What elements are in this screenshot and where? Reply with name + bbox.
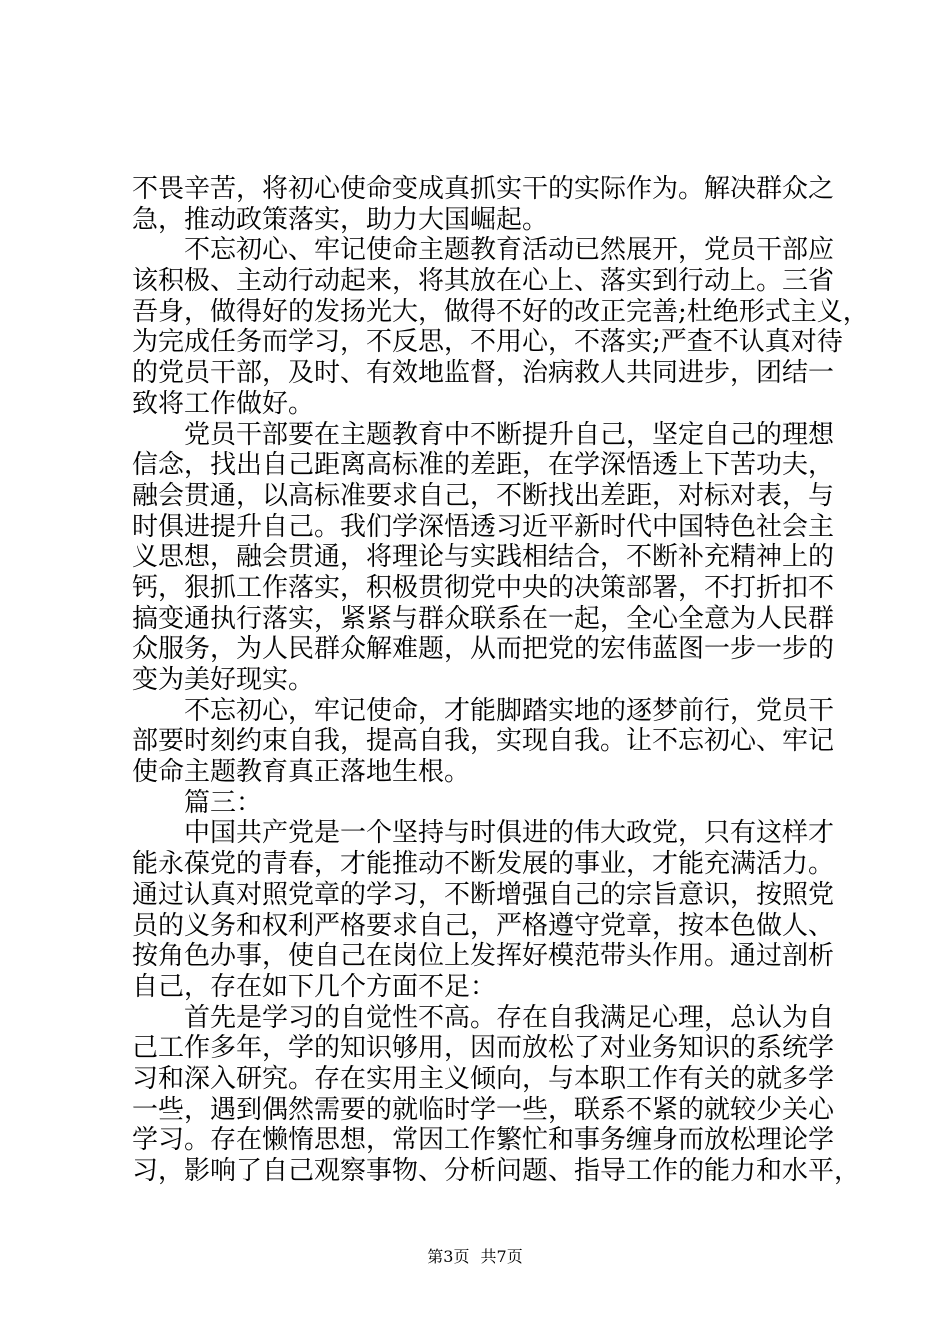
- text-line: 习和深入研究。存在实用主义倾向，与本职工作有关的就多学: [132, 1063, 835, 1094]
- text-line: 变为美好现实。: [132, 665, 315, 695]
- paragraph: [132, 174, 835, 235]
- paragraph: [132, 818, 835, 1002]
- text-line: 搞变通执行落实，紧紧与群众联系在一起，全心全意为人民群: [132, 603, 835, 634]
- text-line: 不畏辛苦，将初心使命变成真抓实干的实际作为。解决群众之: [132, 174, 835, 204]
- text-line: 一些，遇到偶然需要的就临时学一些，联系不紧的就较少关心: [132, 1094, 835, 1125]
- text-line: 学习。存在懒惰思想，常因工作繁忙和事务缠身而放松理论学: [132, 1125, 835, 1156]
- page-number-current: 第3页: [427, 1247, 470, 1266]
- text-line: 钙，狠抓工作落实，积极贯彻党中央的决策部署，不打折扣不: [132, 572, 835, 603]
- text-line: 为完成任务而学习，不反思，不用心，不落实;严查不认真对待: [132, 327, 843, 358]
- text-line: 首先是学习的自觉性不高。存在自我满足心理，总认为自: [184, 1002, 835, 1033]
- page-footer: [0, 1244, 950, 1267]
- text-line: 篇三：: [184, 787, 263, 818]
- text-line: 按角色办事，使自己在岗位上发挥好模范带头作用。通过剖析: [132, 941, 835, 972]
- text-line: 己工作多年，学的知识够用，因而放松了对业务知识的系统学: [132, 1033, 835, 1064]
- text-line: 致将工作做好。: [132, 388, 315, 419]
- text-line: 党员干部要在主题教育中不断提升自己，坚定自己的理想: [184, 419, 835, 450]
- text-line: 信念，找出自己距离高标准的差距，在学深悟透上下苦功夫，: [132, 450, 835, 481]
- text-line: 中国共产党是一个坚持与时俱进的伟大政党，只有这样才: [184, 818, 835, 849]
- text-line: 不忘初心，牢记使命，才能脚踏实地的逐梦前行，党员干: [184, 695, 835, 726]
- text-line: 的党员干部，及时、有效地监督，治病救人共同进步，团结一: [132, 358, 835, 389]
- text-line: 使命主题教育真正落地生根。: [132, 757, 471, 788]
- text-line: 时俱进提升自己。我们学深悟透习近平新时代中国特色社会主: [132, 511, 835, 542]
- text-line: 众服务，为人民群众解难题，从而把党的宏伟蓝图一步一步的: [132, 634, 835, 665]
- text-line: 急，推动政策落实，助力大国崛起。: [132, 204, 549, 235]
- text-line: 部要时刻约束自我，提高自我，实现自我。让不忘初心、牢记: [132, 726, 835, 757]
- text-line: 习，影响了自己观察事物、分析问题、指导工作的能力和水平，: [132, 1156, 861, 1186]
- text-line: 员的义务和权利严格要求自己，严格遵守党章，按本色做人、: [132, 910, 835, 941]
- text-line: 融会贯通，以高标准要求自己，不断找出差距，对标对表，与: [132, 480, 835, 511]
- paragraph: [132, 695, 835, 788]
- text-line: 能永葆党的青春，才能推动不断发展的事业，才能充满活力。: [132, 849, 835, 880]
- text-line: 该积极、主动行动起来，将其放在心上、落实到行动上。三省: [132, 266, 835, 297]
- paragraph: [132, 1002, 861, 1187]
- text-line: 不忘初心、牢记使命主题教育活动已然展开，党员干部应: [184, 235, 835, 266]
- text-line: 吾身，做得好的发扬光大，做得不好的改正完善;杜绝形式主义，: [132, 296, 869, 327]
- paragraph: [132, 419, 835, 696]
- text-line: 自己，存在如下几个方面不足：: [132, 971, 497, 1002]
- page-number-total: 共7页: [480, 1247, 523, 1266]
- text-line: 义思想，融会贯通，将理论与实践相结合，不断补充精神上的: [132, 542, 835, 573]
- text-line: 通过认真对照党章的学习，不断增强自己的宗旨意识，按照党: [132, 879, 835, 910]
- document-body: [132, 174, 869, 1187]
- paragraph: [132, 235, 869, 419]
- paragraph: [132, 788, 830, 819]
